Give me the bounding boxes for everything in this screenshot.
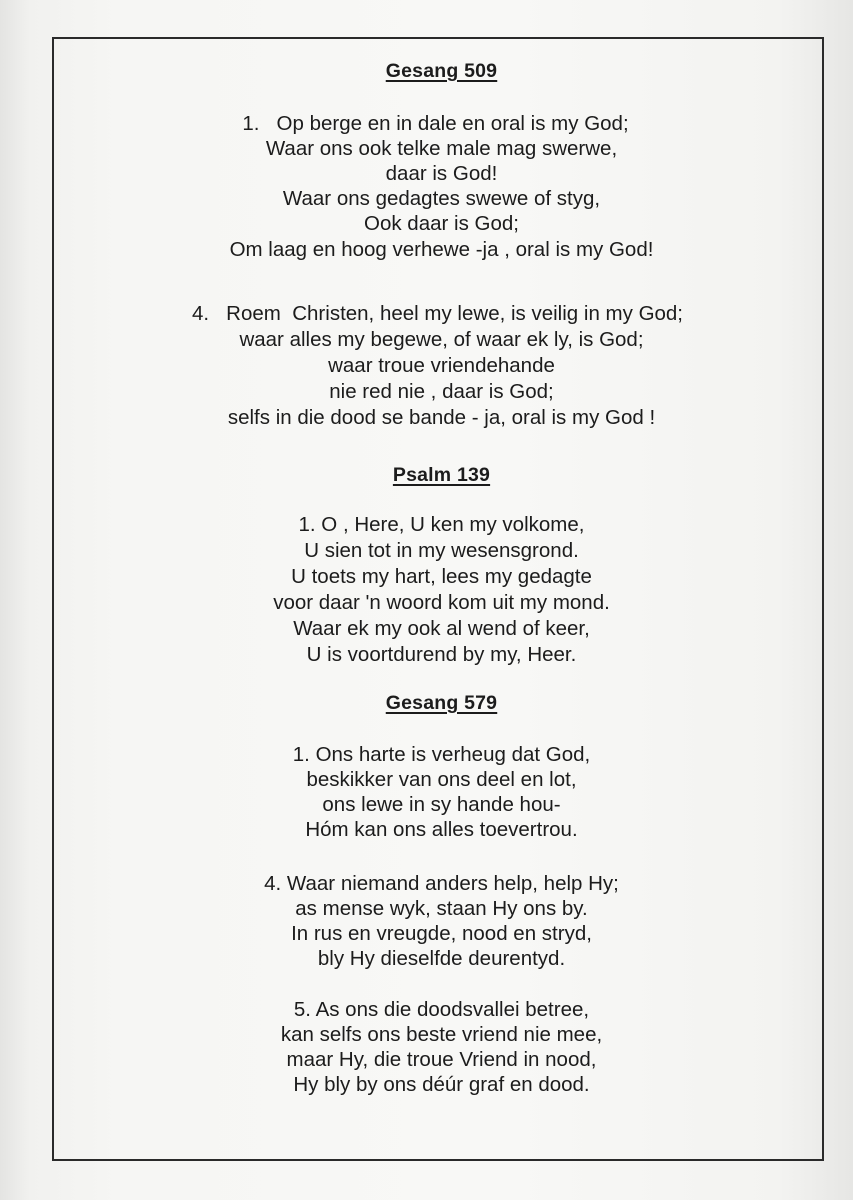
verse-line: nie red nie , daar is God; <box>329 380 554 403</box>
verse-line: Hóm kan ons alles toevertrou. <box>305 818 578 841</box>
verse-line: selfs in die dood se bande - ja, oral is my God ! <box>227 406 656 429</box>
verse-line: daar is God! <box>385 162 498 185</box>
verse-line: bly Hy dieselfde deurentyd. <box>317 947 566 970</box>
verse-line: voor daar 'n woord kom uit my mond. <box>273 591 610 614</box>
verse-line: 1. Op berge en in dale en oral is my God; <box>242 112 629 135</box>
section-title: Psalm 139 <box>392 464 491 486</box>
verse-line: Waar ek my ook al wend of keer, <box>293 617 590 640</box>
verse-line: In rus en vreugde, nood en stryd, <box>291 922 592 945</box>
verse-line: 4. Waar niemand anders help, help Hy; <box>264 872 619 895</box>
verse-line: 1. Ons harte is verheug dat God, <box>292 743 591 766</box>
section-title: Gesang 579 <box>385 692 498 714</box>
verse-line: 1. O , Here, U ken my volkome, <box>298 513 585 536</box>
verse-line: Waar ons gedagtes swewe of styg, <box>282 187 601 210</box>
verse-line: beskikker van ons deel en lot, <box>306 768 577 791</box>
verse-line: waar troue vriendehande <box>328 354 555 377</box>
verse-line: maar Hy, die troue Vriend in nood, <box>286 1048 597 1071</box>
verse-line: Waar ons ook telke male mag swerwe, <box>265 137 618 160</box>
verse-line: Om laag en hoog verhewe -ja , oral is my God! <box>229 238 654 261</box>
section-title: Gesang 509 <box>385 60 498 82</box>
verse-line: waar alles my begewe, of waar ek ly, is God; <box>239 328 644 351</box>
verse-line: Hy bly by ons déúr graf en dood. <box>293 1073 590 1096</box>
verse-line: 5. As ons die doodsvallei betree, <box>293 998 590 1021</box>
verse-line: Ook daar is God; <box>364 212 519 235</box>
verse-line: kan selfs ons beste vriend nie mee, <box>280 1023 603 1046</box>
verse-line: U is voortdurend by my, Heer. <box>306 643 577 666</box>
verse-line: 4. Roem Christen, heel my lewe, is veilig in my God; <box>191 302 684 325</box>
verse-line: as mense wyk, staan Hy ons by. <box>295 897 588 920</box>
verse-line: ons lewe in sy hande hou- <box>322 793 561 816</box>
verse-line: U sien tot in my wesensgrond. <box>304 539 579 562</box>
verse-line: U toets my hart, lees my gedagte <box>291 565 592 588</box>
